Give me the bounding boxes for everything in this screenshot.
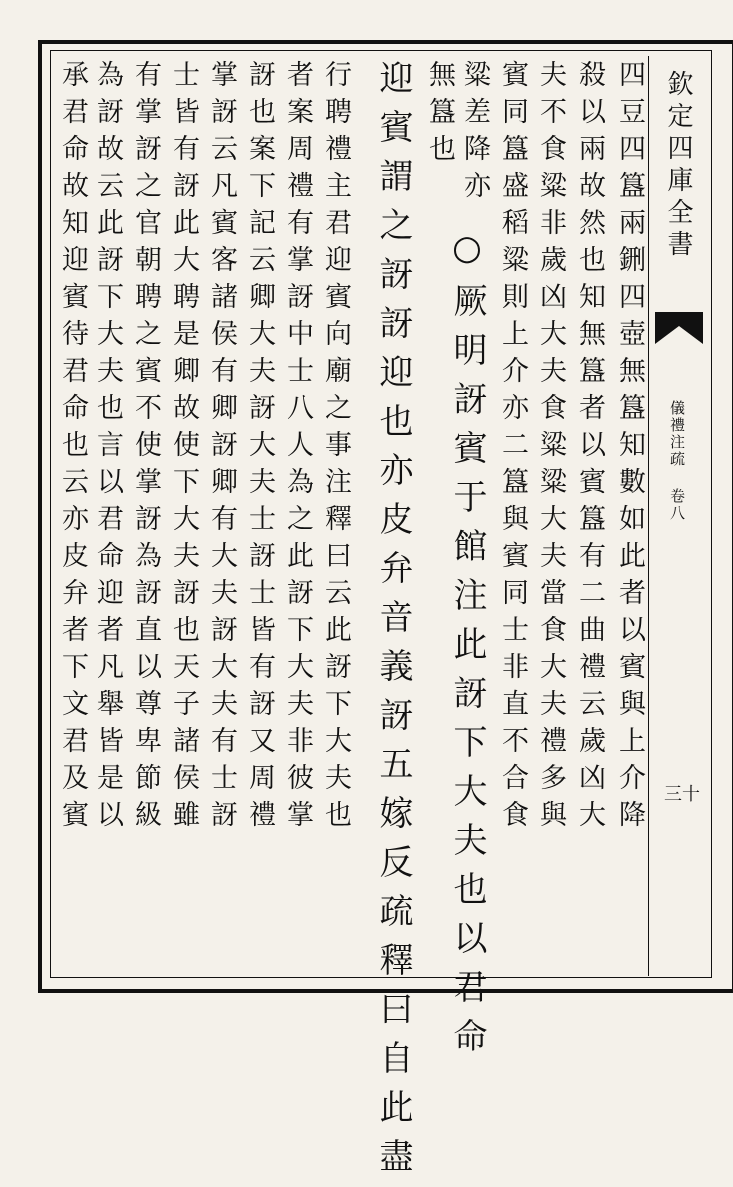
text-column-9: 者案周禮有掌訝中士八人為之此訝下大夫非彼掌 (282, 60, 313, 837)
fishtail-icon (655, 308, 703, 348)
text-column-15: 承君命故知迎賓待君命也云亦皮弁者下文君及賓 (57, 60, 88, 837)
text-column-2: 殺以兩故然也知無簋者以賓簋有二曲禮云歲凶大 (574, 60, 605, 837)
text-column-6: ○厥明訝賓于館注此訝下大夫也以君命 (447, 228, 487, 1067)
text-column-13: 有掌訝之官朝聘之賓不使掌訝為訝直以尊卑節級 (130, 60, 161, 837)
text-column-3: 夫不食粱非歲凶大夫食粱粱大夫當食大夫禮多與 (535, 60, 566, 837)
text-column-1: 四豆四簋兩鉶四壺無簋知數如此者以賓與上介降 (614, 60, 645, 837)
text-column-11: 掌訝云凡賓客諸侯有卿訝卿有大夫訝大夫有士訝 (206, 60, 237, 837)
text-column-4: 賓同簋盛稻粱則上介亦二簋與賓同士非直不合食 (497, 60, 528, 837)
text-column-12: 士皆有訝此大聘是卿故使下大夫訝也天子諸侯雖 (168, 60, 199, 837)
text-column-5b: 無簋也 (424, 60, 455, 171)
text-column-8: 行聘禮主君迎賓向廟之事注釋曰云此訝下大夫也 (320, 60, 351, 837)
text-column-14: 為訝故云此訝下大夫也言以君命迎者凡舉皆是以 (92, 60, 123, 837)
book-title: 欽定四庫全書 (663, 70, 693, 262)
text-column-5a: 粱差降亦 (459, 60, 490, 208)
text-column-10: 訝也案下記云卿大夫訝大夫士訝士皆有訝又周禮 (244, 60, 275, 837)
page-number: 三十 (664, 784, 700, 805)
text-column-7: 迎賓謂之訝訝迎也亦皮弁音義訝五嫁反疏釋曰自此盡 (373, 60, 413, 1187)
chapter-subtitle: 儀禮注疏 卷八 (668, 400, 686, 522)
